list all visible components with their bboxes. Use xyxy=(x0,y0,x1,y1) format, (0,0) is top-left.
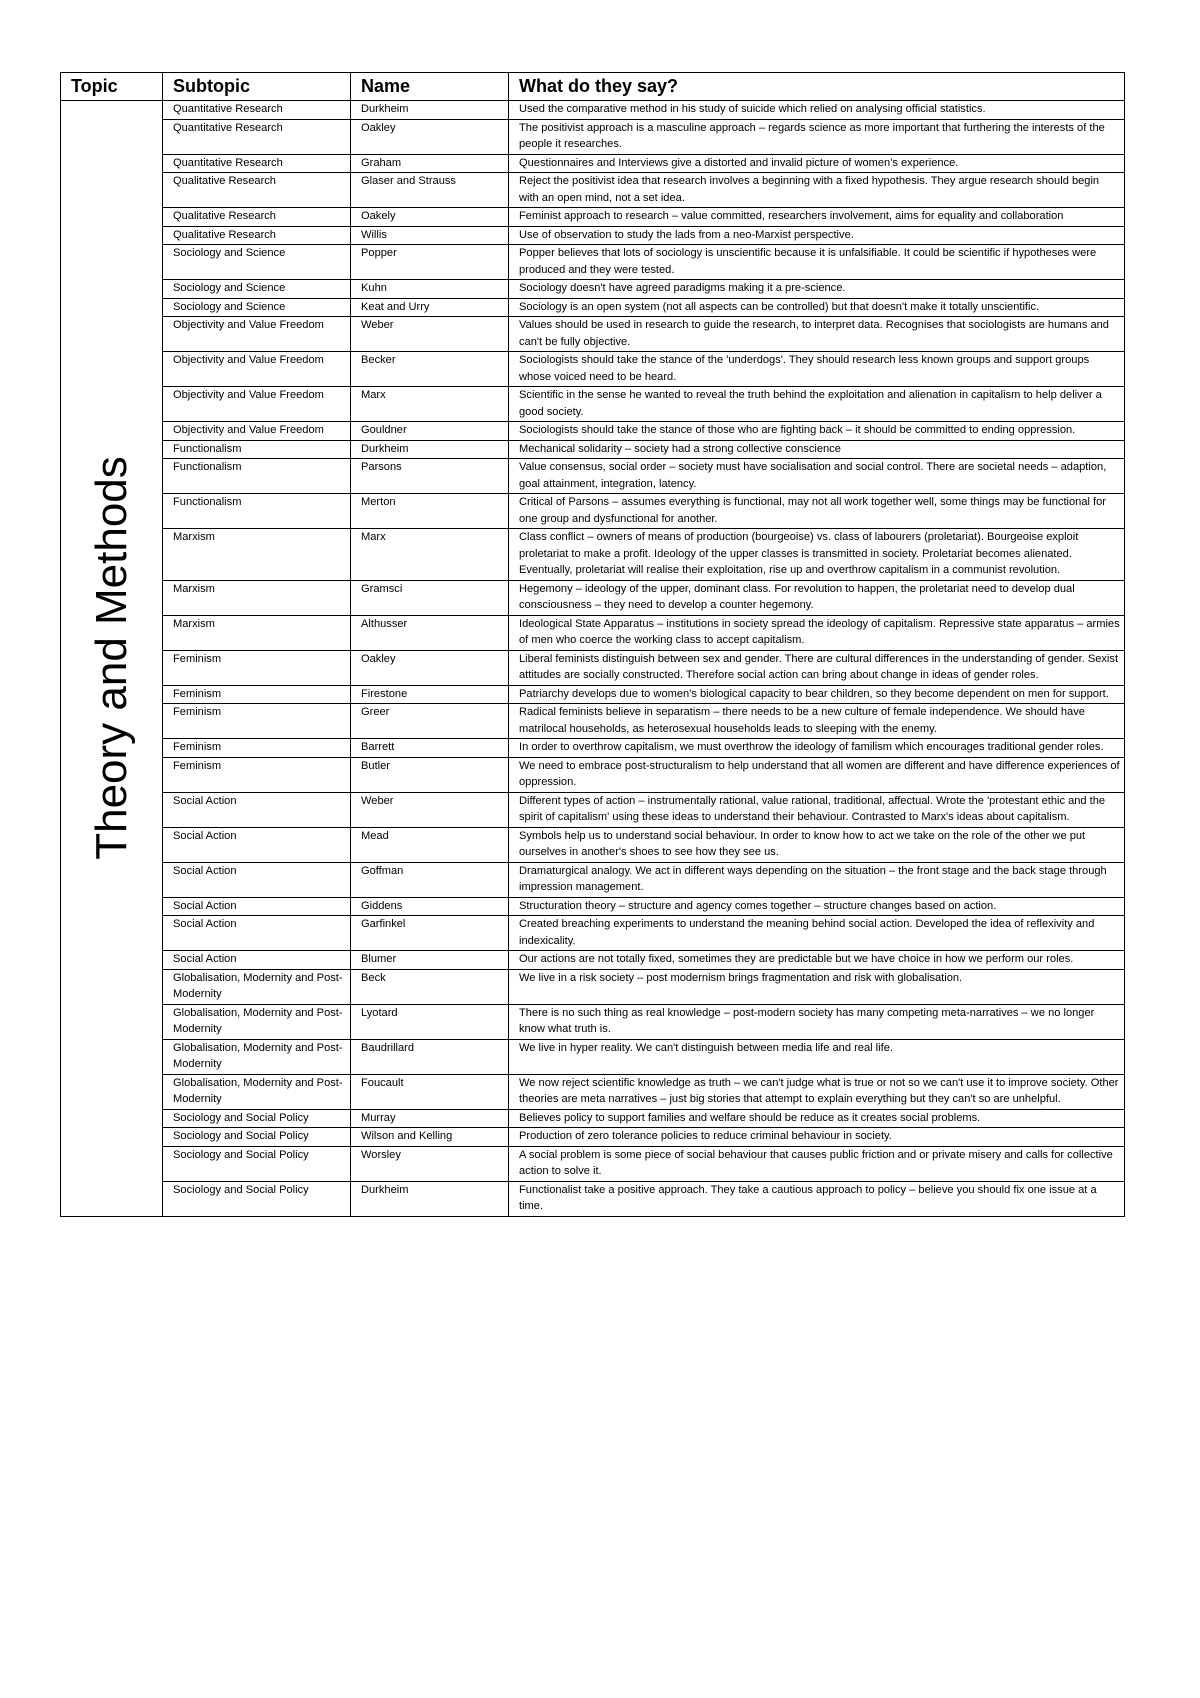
table-row xyxy=(61,615,1125,650)
name-cell: Durkheim xyxy=(351,440,509,459)
topic-cell xyxy=(61,101,163,1217)
table-row xyxy=(61,862,1125,897)
subtopic-cell: Quantitative Research xyxy=(163,101,351,120)
what-they-say-cell: The positivist approach is a masculine approach – regards science as more important that furthering the interests of the people it researches. xyxy=(509,119,1125,154)
table-row xyxy=(61,101,1125,120)
name-cell: Becker xyxy=(351,352,509,387)
table-row xyxy=(61,208,1125,227)
what-they-say-cell: Production of zero tolerance policies to reduce criminal behaviour in society. xyxy=(509,1128,1125,1147)
what-they-say-cell: Symbols help us to understand social behaviour. In order to know how to act we take on the role of the other we put ourselves in another's shoes to see how they see us. xyxy=(509,827,1125,862)
table-body xyxy=(61,101,1125,1217)
what-they-say-cell: Questionnaires and Interviews give a distorted and invalid picture of women's experience. xyxy=(509,154,1125,173)
table-row xyxy=(61,494,1125,529)
name-cell: Althusser xyxy=(351,615,509,650)
name-cell: Popper xyxy=(351,245,509,280)
subtopic-cell: Social Action xyxy=(163,951,351,970)
subtopic-cell: Feminism xyxy=(163,685,351,704)
name-cell: Keat and Urry xyxy=(351,298,509,317)
what-they-say-cell: Critical of Parsons – assumes everything is functional, may not all work together well, some things may be functional for one group and dysfunctional for another. xyxy=(509,494,1125,529)
what-they-say-cell: Values should be used in research to guide the research, to interpret data. Recognises that sociologists are humans and can't be fully objective. xyxy=(509,317,1125,352)
table-row xyxy=(61,1109,1125,1128)
table-row xyxy=(61,422,1125,441)
table-row xyxy=(61,916,1125,951)
name-cell: Firestone xyxy=(351,685,509,704)
name-cell: Goffman xyxy=(351,862,509,897)
table-row xyxy=(61,951,1125,970)
name-cell: Kuhn xyxy=(351,280,509,299)
what-they-say-cell: Sociology is an open system (not all aspects can be controlled) but that doesn't make it totally unscientific. xyxy=(509,298,1125,317)
subtopic-cell: Sociology and Social Policy xyxy=(163,1146,351,1181)
subtopic-cell: Sociology and Social Policy xyxy=(163,1109,351,1128)
subtopic-cell: Objectivity and Value Freedom xyxy=(163,387,351,422)
table-row xyxy=(61,280,1125,299)
table-row xyxy=(61,529,1125,581)
name-cell: Marx xyxy=(351,387,509,422)
table-row xyxy=(61,352,1125,387)
subtopic-cell: Social Action xyxy=(163,916,351,951)
table-row xyxy=(61,580,1125,615)
what-they-say-cell: In order to overthrow capitalism, we must overthrow the ideology of familism which encourages traditional gender roles. xyxy=(509,739,1125,758)
subtopic-cell: Social Action xyxy=(163,862,351,897)
what-they-say-cell: Structuration theory – structure and agency comes together – structure changes based on action. xyxy=(509,897,1125,916)
name-cell: Foucault xyxy=(351,1074,509,1109)
subtopic-cell: Sociology and Science xyxy=(163,245,351,280)
table-row xyxy=(61,704,1125,739)
name-cell: Baudrillard xyxy=(351,1039,509,1074)
subtopic-cell: Feminism xyxy=(163,739,351,758)
what-they-say-cell: We now reject scientific knowledge as truth – we can't judge what is true or not so we can't use it to improve society. Other theories are meta narratives – just big stories that attempt to explain everything but they can't so are unhelpful. xyxy=(509,1074,1125,1109)
name-cell: Oakely xyxy=(351,208,509,227)
what-they-say-cell: Ideological State Apparatus – institutions in society spread the ideology of capitalism. Repressive state apparatus – armies of men who coerce the working class to accept capitalism. xyxy=(509,615,1125,650)
name-cell: Giddens xyxy=(351,897,509,916)
name-cell: Beck xyxy=(351,969,509,1004)
what-they-say-cell: Reject the positivist idea that research involves a beginning with a fixed hypothesis. They argue research should begin with an open mind, not a set idea. xyxy=(509,173,1125,208)
table-row xyxy=(61,739,1125,758)
subtopic-cell: Marxism xyxy=(163,580,351,615)
table-row xyxy=(61,827,1125,862)
subtopic-cell: Globalisation, Modernity and Post-Modernity xyxy=(163,969,351,1004)
name-cell: Weber xyxy=(351,317,509,352)
what-they-say-cell: Value consensus, social order – society must have socialisation and social control. There are societal needs – adaption, goal attainment, integration, latency. xyxy=(509,459,1125,494)
table-row xyxy=(61,1039,1125,1074)
name-cell: Willis xyxy=(351,226,509,245)
what-they-say-cell: There is no such thing as real knowledge – post-modern society has many competing meta-narratives – we no longer know what truth is. xyxy=(509,1004,1125,1039)
table-row xyxy=(61,1004,1125,1039)
header-subtopic: Subtopic xyxy=(163,73,351,101)
table-row xyxy=(61,298,1125,317)
table-row xyxy=(61,757,1125,792)
name-cell: Merton xyxy=(351,494,509,529)
name-cell: Wilson and Kelling xyxy=(351,1128,509,1147)
table-row xyxy=(61,1074,1125,1109)
name-cell: Oakley xyxy=(351,650,509,685)
subtopic-cell: Social Action xyxy=(163,897,351,916)
name-cell: Durkheim xyxy=(351,1181,509,1216)
what-they-say-cell: We live in a risk society – post modernism brings fragmentation and risk with globalisation. xyxy=(509,969,1125,1004)
name-cell: Weber xyxy=(351,792,509,827)
table-row xyxy=(61,119,1125,154)
table-row xyxy=(61,650,1125,685)
what-they-say-cell: Sociologists should take the stance of the 'underdogs'. They should research less known groups and support groups whose voiced need to be heard. xyxy=(509,352,1125,387)
table-row xyxy=(61,1181,1125,1216)
table-row xyxy=(61,1146,1125,1181)
what-they-say-cell: Liberal feminists distinguish between sex and gender. There are cultural differences in the understanding of gender. Sexist attitudes are socially constructed. Therefore social action can bring about change in ideas of gender roles. xyxy=(509,650,1125,685)
name-cell: Lyotard xyxy=(351,1004,509,1039)
header-what-they-say: What do they say? xyxy=(509,73,1125,101)
name-cell: Marx xyxy=(351,529,509,581)
table-row xyxy=(61,459,1125,494)
subtopic-cell: Sociology and Science xyxy=(163,298,351,317)
subtopic-cell: Globalisation, Modernity and Post-Modernity xyxy=(163,1004,351,1039)
table-row xyxy=(61,387,1125,422)
subtopic-cell: Globalisation, Modernity and Post-Modernity xyxy=(163,1074,351,1109)
subtopic-cell: Feminism xyxy=(163,704,351,739)
subtopic-cell: Sociology and Science xyxy=(163,280,351,299)
name-cell: Blumer xyxy=(351,951,509,970)
what-they-say-cell: Scientific in the sense he wanted to reveal the truth behind the exploitation and alienation in capitalism to help deliver a good society. xyxy=(509,387,1125,422)
table-row xyxy=(61,226,1125,245)
table-row xyxy=(61,685,1125,704)
subtopic-cell: Marxism xyxy=(163,615,351,650)
what-they-say-cell: Believes policy to support families and welfare should be reduce as it creates social problems. xyxy=(509,1109,1125,1128)
what-they-say-cell: We need to embrace post-structuralism to help understand that all women are different and have difference experiences of oppression. xyxy=(509,757,1125,792)
subtopic-cell: Objectivity and Value Freedom xyxy=(163,317,351,352)
what-they-say-cell: We live in hyper reality. We can't distinguish between media life and real life. xyxy=(509,1039,1125,1074)
subtopic-cell: Qualitative Research xyxy=(163,226,351,245)
subtopic-cell: Sociology and Social Policy xyxy=(163,1128,351,1147)
subtopic-cell: Functionalism xyxy=(163,440,351,459)
what-they-say-cell: Mechanical solidarity – society had a strong collective conscience xyxy=(509,440,1125,459)
name-cell: Worsley xyxy=(351,1146,509,1181)
what-they-say-cell: Dramaturgical analogy. We act in different ways depending on the situation – the front stage and the back stage through impression management. xyxy=(509,862,1125,897)
what-they-say-cell: Class conflict – owners of means of production (bourgeoise) vs. class of labourers (proletariat). Bourgeoise exploit proletariat to make a profit. Ideology of the upper classes is transmitted in society. Proletariat becomes alienated. Eventually, proletariat will realise their exploitation, rise up and overthrow capitalism in a communist revolution. xyxy=(509,529,1125,581)
subtopic-cell: Objectivity and Value Freedom xyxy=(163,422,351,441)
what-they-say-cell: Our actions are not totally fixed, sometimes they are predictable but we have choice in how we perform our roles. xyxy=(509,951,1125,970)
name-cell: Oakley xyxy=(351,119,509,154)
subtopic-cell: Social Action xyxy=(163,827,351,862)
table-row xyxy=(61,897,1125,916)
header-topic: Topic xyxy=(61,73,163,101)
topic-label: Theory and Methods xyxy=(86,456,136,861)
what-they-say-cell: Patriarchy develops due to women's biological capacity to bear children, so they become dependent on men for support. xyxy=(509,685,1125,704)
name-cell: Parsons xyxy=(351,459,509,494)
header-name: Name xyxy=(351,73,509,101)
what-they-say-cell: Used the comparative method in his study of suicide which relied on analysing official statistics. xyxy=(509,101,1125,120)
subtopic-cell: Functionalism xyxy=(163,459,351,494)
subtopic-cell: Qualitative Research xyxy=(163,173,351,208)
table-row xyxy=(61,154,1125,173)
subtopic-cell: Quantitative Research xyxy=(163,154,351,173)
what-they-say-cell: Sociology doesn't have agreed paradigms making it a pre-science. xyxy=(509,280,1125,299)
what-they-say-cell: Feminist approach to research – value committed, researchers involvement, aims for equality and collaboration xyxy=(509,208,1125,227)
what-they-say-cell: Different types of action – instrumentally rational, value rational, traditional, affectual. Wrote the 'protestant ethic and the spirit of capitalism' using these ideas to understand their behaviour. Contrasted to Marx's ideas about capitalism. xyxy=(509,792,1125,827)
subtopic-cell: Quantitative Research xyxy=(163,119,351,154)
what-they-say-cell: Use of observation to study the lads from a neo-Marxist perspective. xyxy=(509,226,1125,245)
table-row xyxy=(61,245,1125,280)
table-row xyxy=(61,173,1125,208)
document-page xyxy=(60,72,1124,1217)
theory-methods-table xyxy=(60,72,1125,1217)
subtopic-cell: Globalisation, Modernity and Post-Modernity xyxy=(163,1039,351,1074)
table-row xyxy=(61,317,1125,352)
subtopic-cell: Feminism xyxy=(163,650,351,685)
name-cell: Gouldner xyxy=(351,422,509,441)
name-cell: Barrett xyxy=(351,739,509,758)
name-cell: Mead xyxy=(351,827,509,862)
subtopic-cell: Qualitative Research xyxy=(163,208,351,227)
table-row xyxy=(61,1128,1125,1147)
subtopic-cell: Social Action xyxy=(163,792,351,827)
header-row xyxy=(61,73,1125,101)
table-row xyxy=(61,792,1125,827)
subtopic-cell: Sociology and Social Policy xyxy=(163,1181,351,1216)
what-they-say-cell: Popper believes that lots of sociology is unscientific because it is unfalsifiable. It could be scientific if hypotheses were produced and they were tested. xyxy=(509,245,1125,280)
name-cell: Butler xyxy=(351,757,509,792)
what-they-say-cell: Functionalist take a positive approach. They take a cautious approach to policy – believe you should fix one issue at a time. xyxy=(509,1181,1125,1216)
subtopic-cell: Functionalism xyxy=(163,494,351,529)
what-they-say-cell: Radical feminists believe in separatism – there needs to be a new culture of female independence. We should have matrilocal households, as heterosexual households leads to sleeping with the enemy. xyxy=(509,704,1125,739)
table-row xyxy=(61,969,1125,1004)
what-they-say-cell: Hegemony – ideology of the upper, dominant class. For revolution to happen, the proletariat need to develop dual consciousness – they need to develop a counter hegemony. xyxy=(509,580,1125,615)
subtopic-cell: Feminism xyxy=(163,757,351,792)
table-row xyxy=(61,440,1125,459)
name-cell: Glaser and Strauss xyxy=(351,173,509,208)
what-they-say-cell: Created breaching experiments to understand the meaning behind social action. Developed the idea of reflexivity and indexicality. xyxy=(509,916,1125,951)
name-cell: Durkheim xyxy=(351,101,509,120)
what-they-say-cell: Sociologists should take the stance of those who are fighting back – it should be committed to ending oppression. xyxy=(509,422,1125,441)
subtopic-cell: Objectivity and Value Freedom xyxy=(163,352,351,387)
name-cell: Greer xyxy=(351,704,509,739)
name-cell: Gramsci xyxy=(351,580,509,615)
subtopic-cell: Marxism xyxy=(163,529,351,581)
name-cell: Graham xyxy=(351,154,509,173)
name-cell: Garfinkel xyxy=(351,916,509,951)
what-they-say-cell: A social problem is some piece of social behaviour that causes public friction and or private misery and calls for collective action to solve it. xyxy=(509,1146,1125,1181)
name-cell: Murray xyxy=(351,1109,509,1128)
